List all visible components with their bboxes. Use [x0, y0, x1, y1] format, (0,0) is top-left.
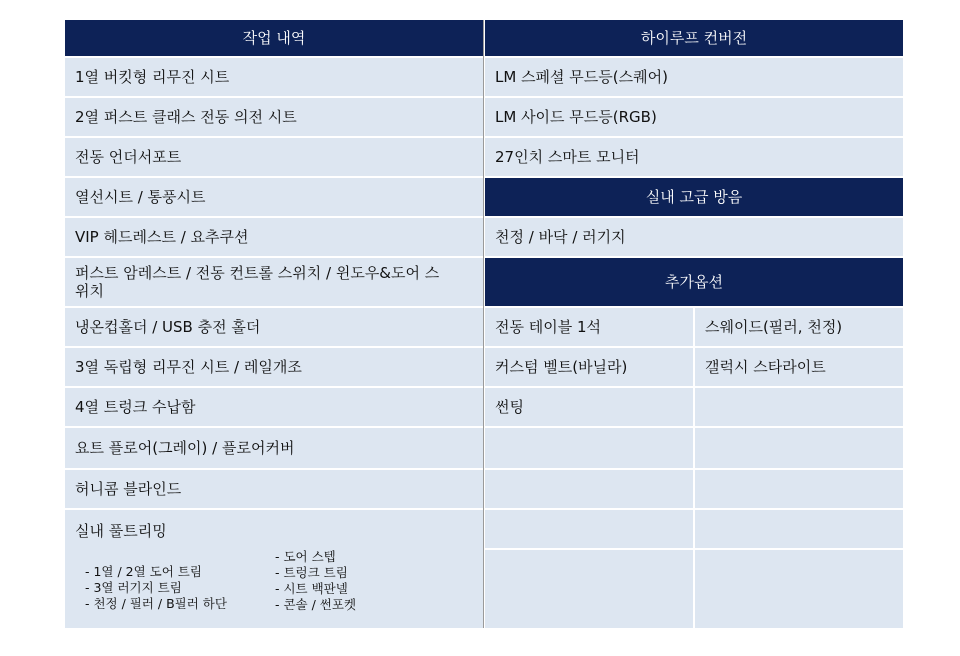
- option-cell: [695, 470, 903, 508]
- trim-note: - 도어 스텝: [275, 549, 336, 564]
- right-header-options: 추가옵션: [485, 258, 903, 306]
- left-row: 1열 버킷형 리무진 시트: [65, 58, 483, 96]
- left-row: 냉온컵홀더 / USB 충전 홀더: [65, 308, 483, 346]
- left-row: 요트 플로어(그레이) / 플로어커버: [65, 428, 483, 468]
- option-cell: [695, 510, 903, 548]
- trim-notes-col2: [275, 549, 356, 613]
- option-cell: [485, 550, 693, 628]
- trim-note: - 트렁크 트림: [275, 565, 348, 580]
- option-cell: [485, 510, 693, 548]
- option-cell: [485, 428, 693, 468]
- left-row: 3열 독립형 리무진 시트 / 레일개조: [65, 348, 483, 386]
- option-cell: [695, 388, 903, 426]
- left-row: VIP 헤드레스트 / 요추쿠션: [65, 218, 483, 256]
- right-row: LM 스페셜 무드등(스퀘어): [485, 58, 903, 96]
- right-row: 27인치 스마트 모니터: [485, 138, 903, 176]
- left-row: 4열 트렁크 수납함: [65, 388, 483, 426]
- trim-note: - 시트 백판넬: [275, 581, 348, 596]
- right-header-highroof: 하이루프 컨버전: [485, 20, 903, 56]
- left-header: 작업 내역: [65, 20, 483, 56]
- option-cell: 스웨이드(필러, 천정): [695, 308, 903, 346]
- trim-note: - 콘솔 / 썬포켓: [275, 597, 357, 612]
- trim-notes-col1: [85, 564, 227, 612]
- option-cell: [485, 470, 693, 508]
- right-row: LM 사이드 무드등(RGB): [485, 98, 903, 136]
- left-row: 허니콤 블라인드: [65, 470, 483, 508]
- column-divider: [483, 20, 484, 628]
- trim-note: - 1열 / 2열 도어 트림: [85, 564, 202, 579]
- option-cell: 갤럭시 스타라이트: [695, 348, 903, 386]
- left-row: 열선시트 / 통풍시트: [65, 178, 483, 216]
- option-cell: 썬팅: [485, 388, 693, 426]
- option-cell: 커스텀 벨트(바닐라): [485, 348, 693, 386]
- option-cell: [695, 550, 903, 628]
- left-row: 전동 언더서포트: [65, 138, 483, 176]
- trim-note: - 3열 러기지 트림: [85, 580, 182, 595]
- trim-note: - 천정 / 필러 / B필러 하단: [85, 596, 227, 611]
- right-row: 천정 / 바닥 / 러기지: [485, 218, 903, 256]
- option-cell: 전동 테이블 1석: [485, 308, 693, 346]
- full-trim-label: 실내 풀트리밍: [75, 522, 167, 540]
- option-cell: [695, 428, 903, 468]
- right-header-soundproof: 실내 고급 방음: [485, 178, 903, 216]
- left-row: 2열 퍼스트 클래스 전동 의전 시트: [65, 98, 483, 136]
- left-row: 퍼스트 암레스트 / 전동 컨트롤 스위치 / 윈도우&도어 스 위치: [65, 258, 483, 306]
